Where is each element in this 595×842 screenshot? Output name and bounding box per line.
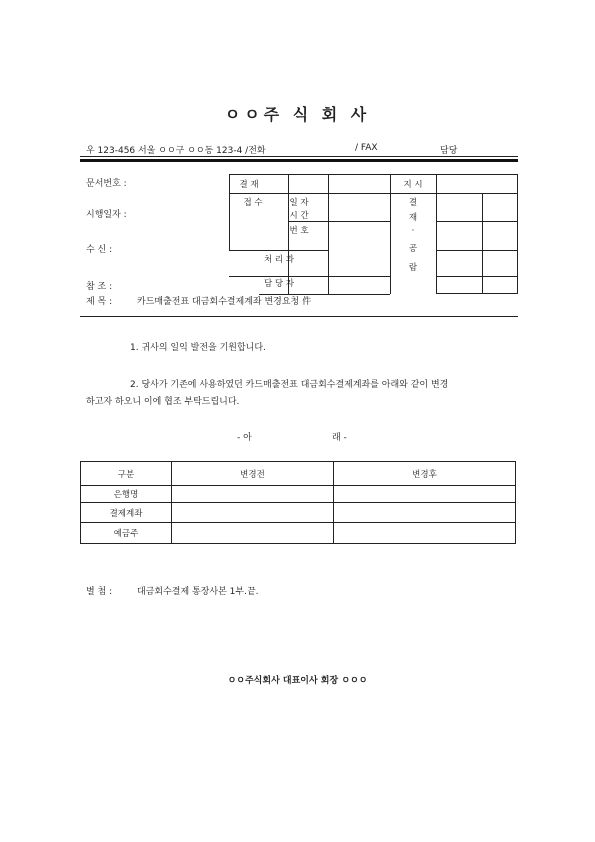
approval-damdangja: 담 당 자 — [263, 279, 295, 289]
table-header-category: 구분 — [81, 462, 172, 486]
approval-vertical-2: 재 — [408, 213, 418, 223]
row-label-bank: 은행명 — [81, 486, 172, 503]
recipient-label: 수 신 : — [86, 245, 113, 255]
subject-text: 카드매출전표 대금회수결제계좌 변경요청 件 — [137, 297, 312, 307]
company-title: ㅇㅇ주 식 회 사 — [224, 105, 371, 124]
cell-bank-before[interactable] — [172, 486, 334, 503]
address-text: 우 123-456 서울 ㅇㅇ구 ㅇㅇ동 123-4 /전화 — [86, 146, 266, 156]
approval-block — [229, 174, 518, 294]
table-row — [81, 523, 516, 544]
table-header-after: 변경후 — [334, 462, 516, 486]
attachment-text: 대금회수결제 통장사본 1부.끝. — [137, 587, 259, 597]
cell-account-after[interactable] — [334, 503, 516, 523]
cell-holder-after[interactable] — [334, 523, 516, 544]
header-divider-thin — [80, 156, 518, 157]
approval-vertical-5: 람 — [408, 263, 418, 273]
row-label-holder: 예금주 — [81, 523, 172, 544]
subject-label: 제 목 : — [86, 297, 113, 307]
cell-holder-before[interactable] — [172, 523, 334, 544]
account-change-table — [80, 461, 516, 544]
approval-jisi: 지 시 — [403, 180, 423, 190]
below-heading-left: - 아 — [237, 433, 252, 443]
table-row — [81, 486, 516, 503]
approval-cheorigwa: 처 리 과 — [263, 255, 295, 265]
paragraph-2-line-2: 하고자 하오니 이에 협조 부탁드립니다. — [86, 397, 240, 407]
doc-no-label: 문서번호 : — [86, 179, 127, 189]
below-heading-right: 래 - — [332, 433, 347, 443]
paragraph-2-line-1: 2. 당사가 기존에 사용하였던 카드매출전표 대금회수결제계좌를 아래와 같이 변경 — [130, 380, 449, 390]
approval-beonho: 번 호 — [289, 226, 309, 236]
table-row — [81, 503, 516, 523]
table-header-before: 변경전 — [172, 462, 334, 486]
paragraph-1: 1. 귀사의 일익 발전을 기원합니다. — [130, 343, 266, 353]
approval-gyeoljae: 결 재 — [239, 180, 259, 190]
approval-vertical-1: 결 — [408, 198, 418, 208]
cell-bank-after[interactable] — [334, 486, 516, 503]
contact-label: 담당 — [440, 146, 458, 156]
approval-sigan: 시 간 — [289, 211, 309, 221]
row-label-account: 결제계좌 — [81, 503, 172, 523]
signature-line: ㅇㅇ주식회사 대표이사 회장 ㅇㅇㅇ — [227, 676, 368, 686]
approval-vertical-3: · — [411, 226, 415, 236]
approval-jeopsu: 접 수 — [243, 198, 263, 208]
cell-account-before[interactable] — [172, 503, 334, 523]
reference-label: 참 조 : — [86, 282, 113, 292]
fax-label: / FAX — [355, 143, 378, 153]
date-label: 시행일자 : — [86, 210, 127, 220]
table-header-row — [81, 462, 516, 486]
header-divider-thick — [80, 159, 518, 162]
approval-vertical-4: 공 — [408, 244, 418, 254]
approval-ilja: 일 자 — [289, 198, 309, 208]
body-divider — [80, 316, 518, 317]
attachment-label: 별 첨 : — [86, 587, 113, 597]
